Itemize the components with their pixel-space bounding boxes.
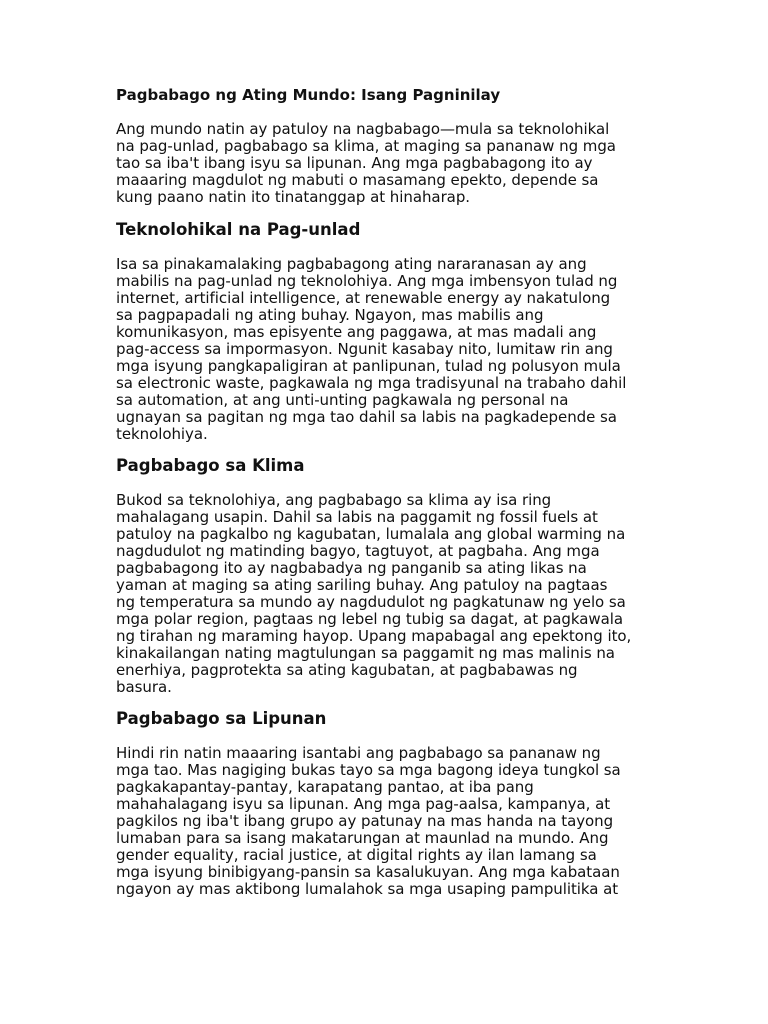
section-heading-teknolohikal: Teknolohikal na Pag-unlad: [116, 220, 361, 239]
intro-paragraph: Ang mundo natin ay patuloy na nagbabago—mula sa teknolohikal na pag-unlad, pagbabago sa klima, at maging sa pananaw ng mga tao sa iba't ibang isyu sa lipunan. Ang mga pagbabagong ito ay maaaring magdulot ng mabuti o masamang epekto, depende sa kung paano natin ito tinatanggap at hinaharap.: [116, 120, 616, 206]
document-page: [116, 86, 654, 898]
section-body-klima: Bukod sa teknolohiya, ang pagbabago sa klima ay isa ring mahalagang usapin. Dahil sa labis na paggamit ng fossil fuels at patuloy na pagkalbo ng kagubatan, lumalala ang global warming na nagdudulot ng matinding bagyo, tagtuyot, at pagbaha. Ang mga pagbabagong ito ay nagbabadya ng panganib sa ating likas na yaman at maging sa ating sariling buhay. Ang patuloy na pagtaas ng temperatura sa mundo ay nagdudulot ng pagkatunaw ng yelo sa mga polar region, pagtaas ng lebel ng tubig sa dagat, at pagkawala ng tirahan ng maraming hayop. Upang mapabagal ang epektong ito, kinakailangan nating magtulungan sa paggamit ng mas malinis na enerhiya, pagprotekta sa ating kagubatan, at pagbabawas ng basura.: [116, 491, 632, 696]
section-heading-klima: Pagbabago sa Klima: [116, 456, 305, 475]
section-body-teknolohikal: Isa sa pinakamalaking pagbabagong ating nararanasan ay ang mabilis na pag-unlad ng teknolohiya. Ang mga imbensyon tulad ng internet, artificial intelligence, at renewable energy ay nakatulong sa pagpapadali ng ating buhay. Ngayon, mas mabilis ang komunikasyon, mas episyente ang paggawa, at mas madali ang pag-access sa impormasyon. Ngunit kasabay nito, lumitaw rin ang mga isyung pangkapaligiran at panlipunan, tulad ng polusyon mula sa electronic waste, pagkawala ng mga tradisyunal na trabaho dahil sa automation, at ang unti-unting pagkawala ng personal na ugnayan sa pagitan ng mga tao dahil sa labis na pagkadepende sa teknolohiya.: [116, 255, 627, 443]
document-title: Pagbabago ng Ating Mundo: Isang Pagninilay: [116, 86, 501, 104]
section-body-lipunan: Hindi rin natin maaaring isantabi ang pagbabago sa pananaw ng mga tao. Mas nagiging bukas tayo sa mga bagong ideya tungkol sa pagkakapantay-pantay, karapatang pantao, at iba pang mahahalagang isyu sa lipunan. Ang mga pag-aalsa, kampanya, at pagkilos ng iba't ibang grupo ay patunay na mas handa na tayong lumaban para sa isang makatarungan at maunlad na mundo. Ang gender equality, racial justice, at digital rights ay ilan lamang sa mga isyung binibigyang-pansin sa kasalukuyan. Ang mga kabataan ngayon ay mas aktibong lumalahok sa mga usaping pampulitika at: [116, 744, 621, 898]
section-heading-lipunan: Pagbabago sa Lipunan: [116, 709, 327, 728]
